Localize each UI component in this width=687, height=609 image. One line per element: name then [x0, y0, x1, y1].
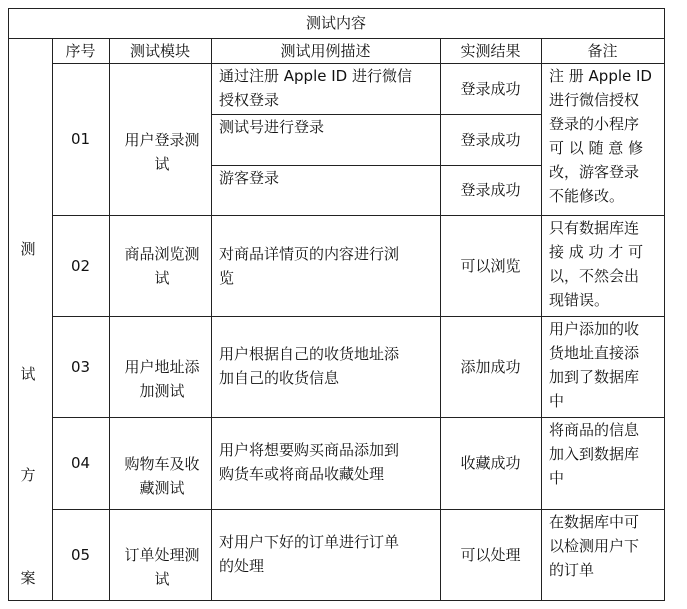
- row-remark: [549, 317, 661, 413]
- case-result: 可以浏览: [460, 256, 521, 275]
- module-line: 购物车及收: [124, 455, 200, 473]
- description-line: 游客登录: [219, 169, 280, 187]
- case-result: 登录成功: [460, 79, 521, 98]
- remark-line: 以，不然会出: [549, 267, 640, 285]
- remark-line: 现错误。: [549, 291, 610, 309]
- row-index: 01: [70, 130, 91, 148]
- case-description: [219, 530, 439, 578]
- module-line: 试: [154, 570, 170, 588]
- module-line: 用户地址添: [124, 358, 200, 376]
- case-result: 收藏成功: [460, 454, 521, 472]
- row-module: [116, 128, 208, 176]
- row-remark: [549, 64, 661, 208]
- description-line: 对用户下好的订单进行订单: [219, 533, 400, 551]
- module-line: 试: [154, 155, 170, 173]
- remark-line: 登录的小程序: [549, 115, 640, 133]
- description-line: 用户将想要购买商品添加到: [219, 441, 400, 459]
- border-result-right: [541, 38, 542, 601]
- table-title: 测试内容: [305, 14, 366, 32]
- remark-line: 以检测用户下: [549, 537, 640, 555]
- remark-line: 用户添加的收: [549, 320, 640, 338]
- module-line: 藏测试: [139, 479, 185, 497]
- case-description: [219, 64, 439, 112]
- remark-line: 注 册 Apple ID: [549, 67, 652, 85]
- remark-line: 加入到数据库: [549, 445, 640, 463]
- row-remark: [549, 216, 661, 312]
- side-label-char: 试: [20, 365, 36, 383]
- side-label-char: 方: [20, 466, 36, 484]
- description-line: 授权登录: [219, 91, 280, 109]
- remark-line: 可 以 随 意 修: [549, 139, 644, 157]
- description-line: 的处理: [219, 557, 265, 575]
- remark-line: 的订单: [549, 561, 595, 579]
- remark-line: 只有数据库连: [549, 219, 640, 237]
- border-left: [8, 8, 9, 601]
- border-index-right: [109, 38, 110, 601]
- remark-line: 加到了数据库: [549, 368, 640, 386]
- row-index: 04: [70, 454, 91, 472]
- remark-line: 在数据库中可: [549, 513, 640, 531]
- remark-line: 改，游客登录: [549, 163, 640, 181]
- case-description: [219, 115, 439, 139]
- header-result: 实测结果: [460, 41, 521, 60]
- description-line: 用户根据自己的收货地址添: [219, 345, 400, 363]
- remark-line: 中: [549, 392, 565, 410]
- row-module: [116, 242, 208, 290]
- header-remark: 备注: [587, 41, 618, 60]
- module-line: 加测试: [139, 382, 185, 400]
- case-description: [219, 166, 439, 190]
- case-description: [219, 438, 439, 486]
- case-description: [219, 242, 439, 290]
- side-label-char: 测: [20, 240, 36, 258]
- case-description: [219, 342, 439, 390]
- description-line: 览: [219, 269, 235, 287]
- side-label-char: 案: [20, 569, 36, 587]
- case-result: 登录成功: [460, 130, 521, 149]
- row-remark: [549, 418, 661, 490]
- row-remark: [549, 510, 661, 582]
- case-result: 登录成功: [460, 181, 521, 199]
- description-line: 购货车或将商品收藏处理: [219, 465, 385, 483]
- border-module-right: [211, 38, 212, 601]
- module-line: 试: [154, 269, 170, 287]
- remark-line: 不能修改。: [549, 187, 625, 205]
- row-module: [116, 452, 208, 500]
- header-index: 序号: [65, 41, 96, 60]
- header-description: 测试用例描述: [280, 41, 371, 60]
- header-module: 测试模块: [129, 41, 190, 60]
- row-module: [116, 543, 208, 591]
- row-module: [116, 355, 208, 403]
- module-line: 商品浏览测: [124, 245, 200, 263]
- description-line: 测试号进行登录: [219, 118, 325, 136]
- remark-line: 货地址直接添: [549, 344, 640, 362]
- border-bottom: [8, 600, 664, 601]
- case-result: 可以处理: [460, 545, 521, 564]
- description-line: 加自己的收货信息: [219, 369, 340, 387]
- row-index: 03: [70, 357, 91, 376]
- row-index: 05: [70, 545, 91, 564]
- remark-line: 进行微信授权: [549, 91, 640, 109]
- case-result: 添加成功: [460, 357, 521, 376]
- remark-line: 中: [549, 469, 565, 487]
- module-line: 用户登录测: [124, 131, 200, 149]
- description-line: 对商品详情页的内容进行浏: [219, 245, 400, 263]
- remark-line: 接 成 功 才 可: [549, 243, 644, 261]
- module-line: 订单处理测: [124, 546, 200, 564]
- remark-line: 将商品的信息: [549, 421, 640, 439]
- description-line: 通过注册 Apple ID 进行微信: [219, 67, 412, 85]
- border-right: [664, 8, 665, 601]
- row-index: 02: [70, 256, 91, 275]
